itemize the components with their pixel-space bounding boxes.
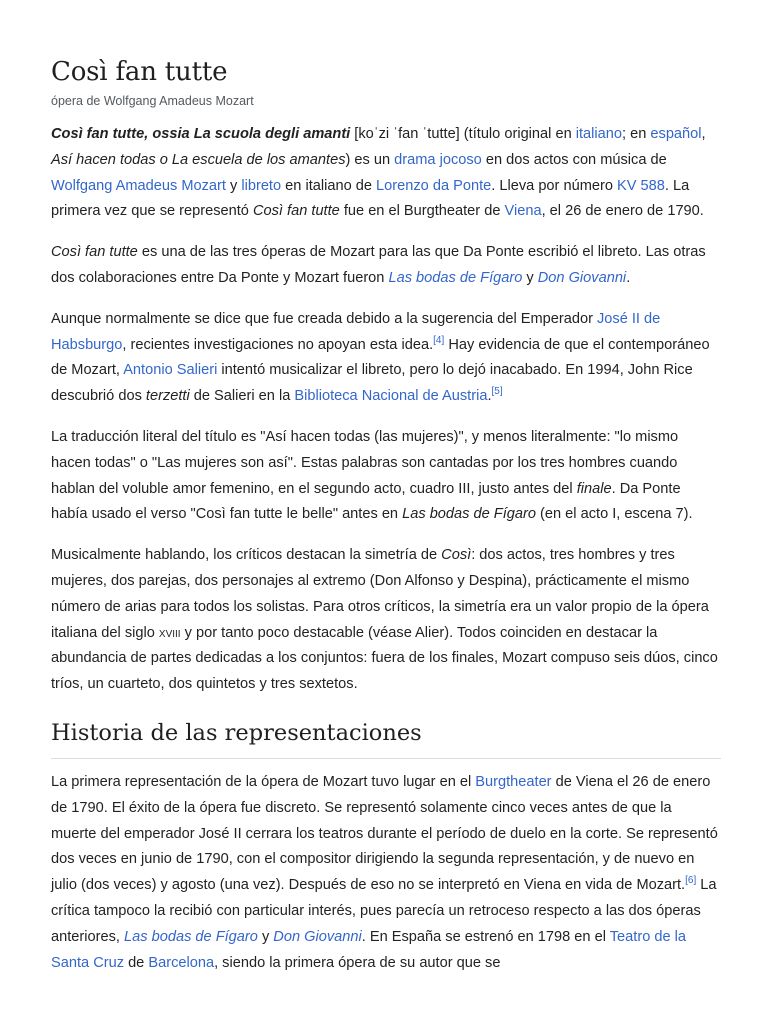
text-run: de Viena el 26 de enero de 1790. El éxito de la ópera fue discreto. Se representó solamente cinco veces antes de que la muerte del emperador José II cerrara los teatros durante el período de duelo en la corte. Se representó dos veces en junio de 1790, con el compositor dirigiendo la segunda representación, y de nuevo en julio (dos veces) y agosto (una vez). Después de eso no se interpretó en Viena en vida de Mozart.: [51, 773, 718, 894]
text-run: ,: [701, 126, 706, 142]
text-run: Musicalmente hablando, los críticos destacan la simetría de: [51, 547, 442, 564]
link-lorenzo-da-ponte[interactable]: Lorenzo da Ponte: [376, 177, 492, 194]
reference-4[interactable]: [4]: [433, 334, 445, 346]
text-run: . En España se estrenó en 1798 en el: [361, 928, 610, 945]
italic-finale: finale: [576, 480, 612, 497]
text-run: (en el acto I, escena 7).: [535, 506, 693, 523]
paragraph-history: [51, 770, 721, 976]
link-italiano[interactable]: italiano: [575, 126, 622, 142]
reference-6[interactable]: [6]: [685, 875, 697, 887]
italic-title: Così fan tutte: [51, 244, 138, 261]
text-run: : dos actos, tres hombres y tres mujeres, dos parejas, dos personajes al extremo (Don Alfonso y Despina), prácticamente el mismo número de arias para todos los solistas. Para otros críticos, la simetría era un valor propio de la ópera italiana del siglo: [51, 547, 709, 641]
link-espanol[interactable]: español: [650, 126, 702, 142]
text-run: .: [487, 388, 492, 405]
link-antonio-salieri[interactable]: Antonio Salieri: [123, 362, 218, 379]
text-run: Aunque normalmente se dice que fue creada debido a la sugerencia del Emperador: [51, 310, 597, 327]
text-run: y por tanto poco destacable (véase Alier). Todos coinciden en destacar la abundancia de partes dedicadas a los conjuntos: fuera de los finales, Mozart compuso seis dúos, cinco tríos, un cuarteto, dos quintetos y tres sextetos.: [51, 624, 718, 693]
paragraph-da-ponte: [51, 240, 721, 292]
link-barcelona[interactable]: Barcelona: [148, 954, 215, 971]
italic-title: Così fan tutte: [252, 203, 340, 220]
text-run: Hay evidencia de que el contemporáneo de Mozart,: [51, 336, 710, 379]
paragraph-origin: [51, 307, 721, 410]
small-caps-century: xviii: [158, 624, 181, 641]
text-run: de: [124, 954, 149, 971]
text-run: .: [626, 269, 631, 286]
text-run: [koˈzi ˈfan ˈtutte] (título original en: [350, 126, 576, 142]
bold-italic-title: [51, 126, 350, 142]
text-run: en dos actos con música de: [481, 151, 667, 168]
spanish-title: Así hacen todas o La escuela de los amantes: [51, 151, 346, 168]
text-run: y: [522, 269, 538, 286]
text-run: de Salieri en la: [189, 388, 295, 405]
link-biblioteca-nacional[interactable]: Biblioteca Nacional de Austria: [294, 388, 488, 405]
text-run: en italiano de: [281, 177, 377, 194]
link-kv-588[interactable]: KV 588: [617, 177, 665, 194]
text-run: ) es un: [345, 151, 395, 168]
text-run: intentó musicalizar el libreto, pero lo dejó inacabado. En 1994, John Rice descubrió dos: [51, 362, 693, 405]
link-don-giovanni[interactable]: Don Giovanni: [273, 928, 362, 945]
text-run: ; en: [622, 126, 651, 142]
text-run: , el 26 de enero de 1790.: [541, 203, 704, 220]
link-teatro-santa-cruz[interactable]: Teatro de la Santa Cruz: [51, 928, 687, 971]
text-run: . Lleva por número: [491, 177, 618, 194]
text-run: La traducción literal del título es "Así hacen todas (las mujeres)", y menos literalmente: "lo mismo hacen todas" o "Las mujeres son así". Estas palabras son cantadas por los tres hombres cuando hablan del voluble amor femenino, en el segundo acto, cuadro III, justo antes del: [51, 428, 679, 497]
section-heading: Historia de las representaciones: [51, 720, 721, 759]
page-title: Così fan tutte: [51, 57, 228, 87]
text-run: y: [225, 177, 242, 194]
link-drama-jocoso[interactable]: drama jocoso: [394, 151, 482, 168]
reference-5[interactable]: [5]: [491, 386, 503, 398]
text-run: , siendo la primera ópera de su autor que se: [214, 954, 501, 971]
section-body: [51, 770, 721, 976]
text-run: , recientes investigaciones no apoyan esta idea.: [122, 336, 434, 353]
text-run: es una de las tres óperas de Mozart para las que Da Ponte escribió el libreto. Las otras dos colaboraciones entre Da Ponte y Mozart fueron: [51, 244, 706, 286]
page-subtitle: ópera de Wolfgang Amadeus Mozart: [51, 94, 254, 108]
link-libreto[interactable]: libreto: [241, 177, 282, 194]
link-las-bodas-de-figaro[interactable]: Las bodas de Fígaro: [124, 928, 258, 945]
article-content: [51, 122, 721, 991]
italic-figaro: Las bodas de Fígaro: [402, 506, 536, 523]
link-jose-ii[interactable]: José II de Habsburgo: [51, 310, 661, 353]
text-run: y: [257, 928, 274, 945]
link-don-giovanni[interactable]: Don Giovanni: [537, 269, 627, 286]
paragraph-translation: [51, 425, 721, 528]
link-mozart[interactable]: Wolfgang Amadeus Mozart: [51, 177, 226, 194]
paragraph-musical: [51, 543, 721, 698]
italic-cosi: Così: [441, 547, 472, 564]
link-las-bodas-de-figaro[interactable]: Las bodas de Fígaro: [388, 269, 523, 286]
paragraph-intro: [51, 122, 721, 225]
link-viena[interactable]: Viena: [504, 203, 542, 220]
italic-terzetti: terzetti: [145, 388, 190, 405]
link-burgtheater[interactable]: Burgtheater: [475, 773, 552, 790]
text-run: . La primera vez que se representó: [51, 177, 690, 220]
text-run: . Da Ponte había usado el verso "Così fan tutte le belle" antes en: [51, 480, 681, 523]
text-run: fue en el Burgtheater de: [339, 203, 505, 220]
original-title: Così fan tutte, ossia La scuola degli amanti: [51, 126, 351, 142]
text-run: La primera representación de la ópera de Mozart tuvo lugar en el: [51, 773, 476, 790]
text-run: La crítica tampoco la recibió con particular interés, pues parecía un retroceso respecto a las dos óperas anteriores,: [51, 877, 717, 945]
